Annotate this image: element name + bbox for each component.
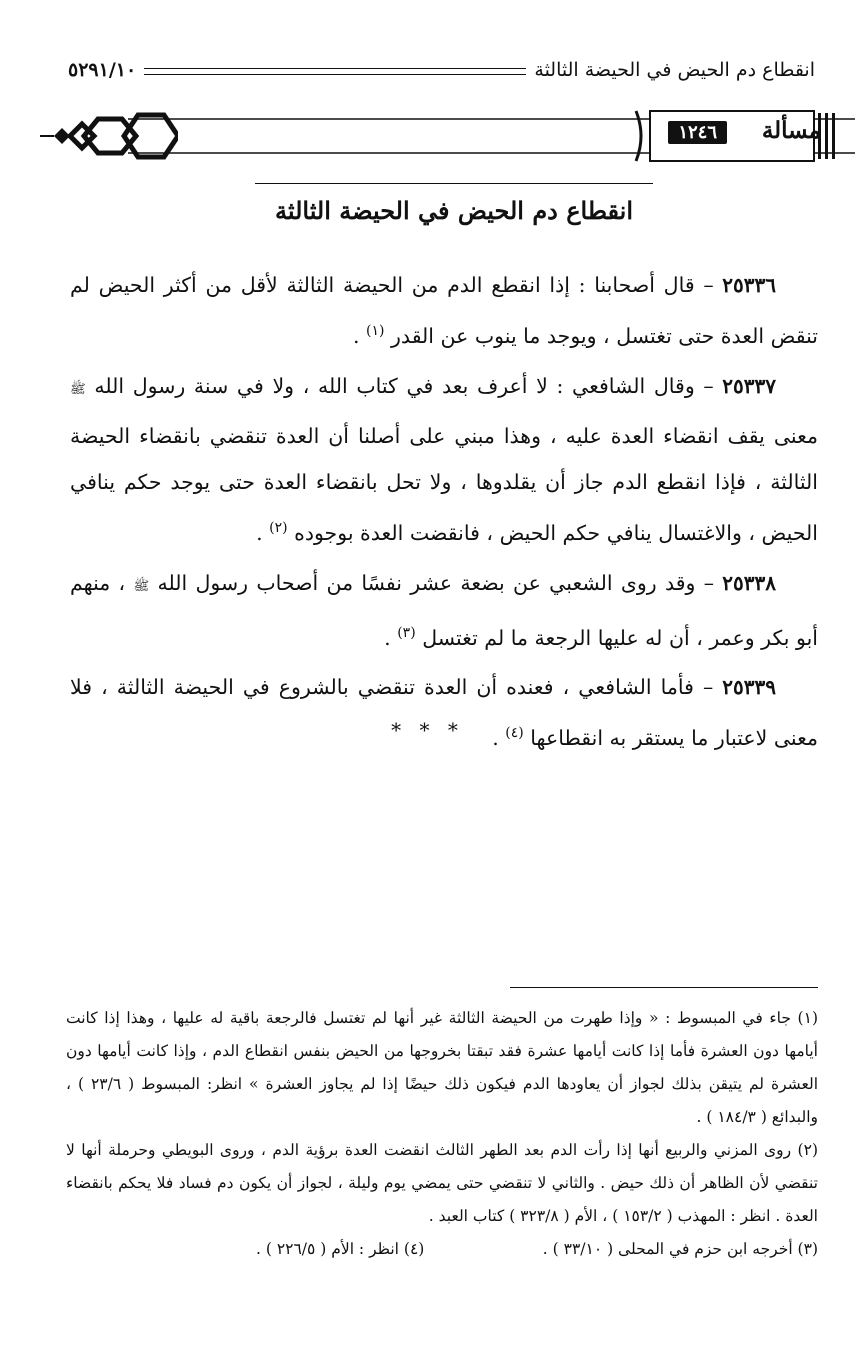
paragraph-text: ، منهم أبو بكر وعمر ، أن له عليها الرجعة ما لم تغتسل <box>70 570 818 650</box>
paragraph-number: ٢٥٣٣٩ <box>722 675 776 700</box>
salawat-glyph: ﷺ <box>70 381 86 397</box>
page-reference: ٥٢٩١/١٠ <box>68 59 137 81</box>
ornament-icon <box>40 105 855 165</box>
footnote-row <box>66 1233 818 1266</box>
masala-label: مسألة <box>761 117 821 144</box>
salawat-glyph: ﷺ <box>133 578 150 594</box>
paragraph-number: ٢٥٣٣٧ <box>722 373 776 398</box>
paragraph-number: ٢٥٣٣٨ <box>722 570 777 595</box>
paragraph <box>70 560 818 661</box>
section-title: انقطاع دم الحيض في الحيضة الثالثة <box>274 196 634 225</box>
paragraph-tail: . <box>492 726 506 751</box>
paragraph-number: ٢٥٣٣٦ <box>722 273 776 297</box>
footnote-rule <box>510 987 818 988</box>
paragraph-tail: . <box>256 520 270 545</box>
footnotes <box>66 1002 818 1266</box>
masala-banner <box>40 105 855 165</box>
section-separator: * * * <box>391 718 464 742</box>
paragraph <box>70 262 818 359</box>
footnote-ref: (١) <box>366 323 385 339</box>
body-text <box>70 262 818 765</box>
footnote: (٤) انظر : الأم ( ٢٢٦/٥ ) . <box>256 1240 425 1258</box>
paragraph-text: – فأما الشافعي ، فعنده أن العدة تنقضي بالشروع في الحيضة الثالثة ، فلا معنى لاعتبار ما يستقر به انقطاعها <box>70 675 818 751</box>
footnote: (٢) روى المزني والربيع أنها إذا رأت الدم بعد الطهر الثالث انقضت العدة برؤية الدم ، وروى البويطي وحرملة أنها لا تنقضي لأن الظاهر أن ذلك حيض . والثاني لا تنقضي حتى يمضي يوم وليلة ، لجواز أن يكون دم فساد فلا يحكم بانقضاء العدة . انظر : المهذب ( ١٥٣/٢ ) ، الأم ( ٣٢٣/٨ ) كتاب العبد . <box>66 1141 818 1225</box>
paragraph-text: – وقد روى الشعبي عن بضعة عشر نفسًا من أصحاب رسول الله <box>149 570 723 595</box>
footnote: (١) جاء في المبسوط : « وإذا طهرت من الحيضة الثالثة غير أنها لم تغتسل فالرجعة باقية له عليها ، وهذا إذا كانت أيامها دون العشرة فأما إذا كانت أيامها عشرة فقد تبقتا بخروجها من الحيض بنفس انقطاع الدم ، وإذا كانت أيامها دون العشرة لم يتيقن بذلك لجواز أن يعاودها الدم فيكون ذلك حيضًا إذا لم يجاوز العشرة » انظر: المبسوط ( ٢٣/٦ ) ، والبدائع ( ١٨٤/٣ ) . <box>66 1009 818 1126</box>
footnote-ref: (٤) <box>505 725 524 742</box>
paragraph-text: – وقال الشافعي : لا أعرف بعد في كتاب الله ، ولا في سنة رسول الله <box>85 373 723 398</box>
paragraph-text: – قال أصحابنا : إذا انقطع الدم من الحيضة الثالثة لأقل من أكثر الحيض لم تنقض العدة حتى تغتسل ، ويوجد ما ينوب عن القدر <box>70 273 818 348</box>
running-title: انقطاع دم الحيض في الحيضة الثالثة <box>534 59 815 81</box>
title-rule <box>255 183 653 184</box>
header-rule <box>144 68 526 75</box>
paragraph <box>70 664 818 761</box>
paragraph <box>70 363 818 556</box>
footnote: (٣) أخرجه ابن حزم في المحلى ( ٣٣/١٠ ) . <box>542 1240 818 1258</box>
footnote-ref: (٣) <box>397 624 416 641</box>
footnote-ref: (٢) <box>269 519 288 536</box>
running-header <box>68 52 815 88</box>
paragraph-text: معنى يقف انقضاء العدة عليه ، وهذا مبني على أصلنا أن العدة تنقضي بانقضاء الحيضة الثالثة ، فإذا انقطع الدم جاز أن يقلدوها ، ولا تحل بانقضاء العدة حتى يوجد حكم ينافي الحيض ، والاغتسال ينافي حكم الحيض ، فانقضت العدة بوجوده <box>70 423 818 545</box>
paragraph-tail: . <box>353 323 367 348</box>
masala-number: ١٢٤٦ <box>668 121 727 144</box>
paragraph-tail: . <box>384 625 398 650</box>
